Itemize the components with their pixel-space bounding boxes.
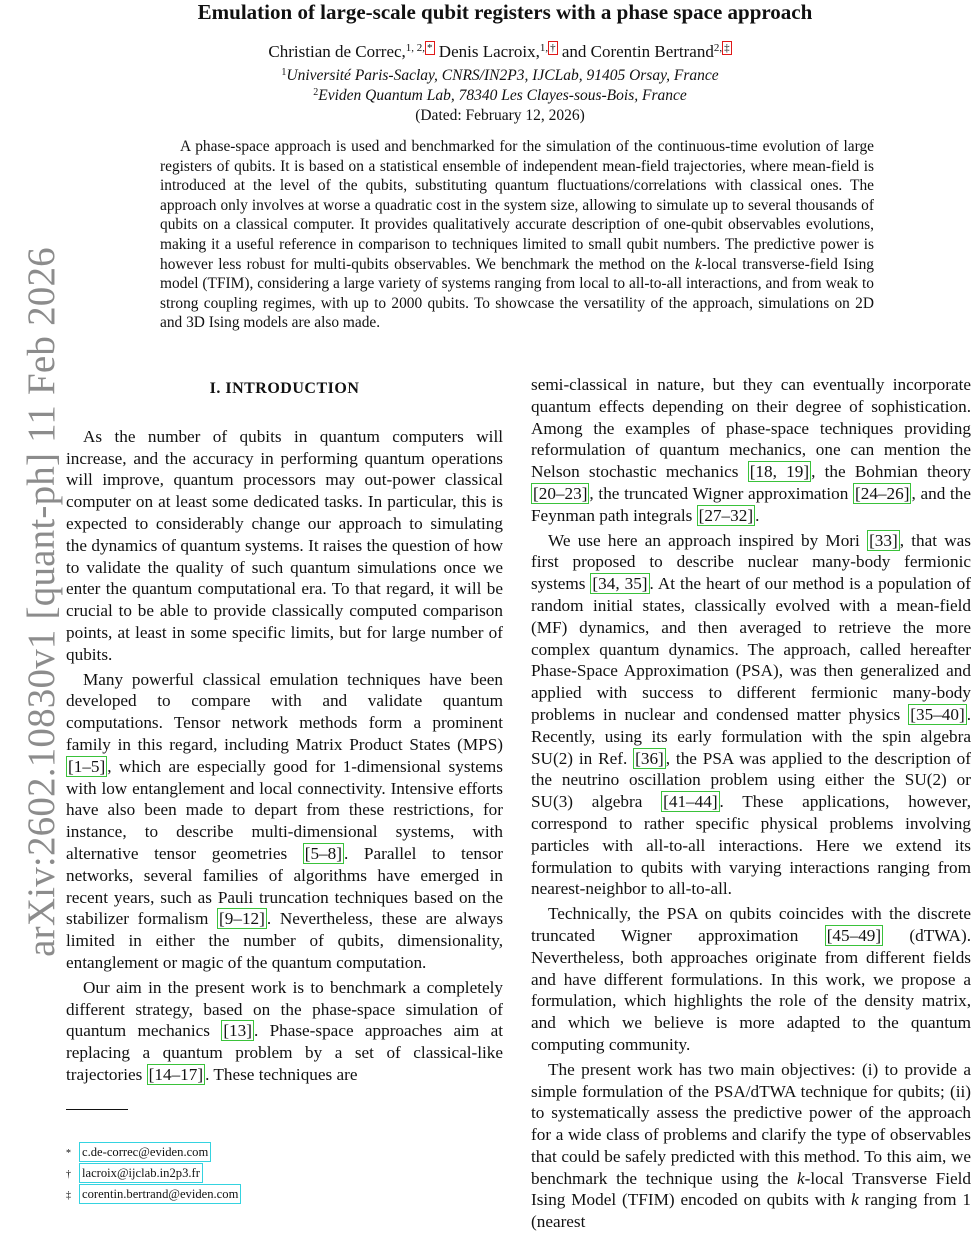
right-column	[531, 374, 971, 1236]
paragraph: semi-classical in nature, but they can eventually incorporate quantum effects depending on their degree of sophistication. Among the examples of phase-space techniques providing reformulation of quantum mechanics, one can mention the Nelson stochastic mechanics [18, 19] , the Bohmian theory [20–23] , the truncated Wigner approximation [24–26] , and the Feynman path integrals [27–32] .	[531, 375, 971, 525]
citation-link[interactable]: [33]	[869, 530, 898, 550]
author-footnote-link[interactable]: ‡	[724, 42, 730, 54]
left-column	[66, 372, 503, 1089]
citation-link[interactable]: [45–49]	[826, 925, 882, 945]
footnote-rule	[66, 1109, 128, 1110]
author-sup: 1, †	[539, 42, 556, 54]
paragraph: Technically, the PSA on qubits coincides with the discrete truncated Wigner approximation [45–49] (dTWA). Nevertheless, both approaches originate from different fields and have different formulations. In this work, we propose a formulation, which highlights the role of the density matrix, and which we believe is more adapted to the quantum computing community.	[531, 904, 971, 1054]
section-heading: I. INTRODUCTION	[209, 380, 360, 397]
footnote: † lacroix@ijclab.in2p3.fr	[66, 1163, 486, 1184]
citation-link[interactable]: [13]	[223, 1021, 252, 1041]
author-name: Denis Lacroix,	[438, 42, 540, 61]
paragraph: Many powerful classical emulation techniques have been developed to compare with and validate quantum computations. Tensor network methods form a prominent family in this regard, including Matrix Product States (MPS) [1–5] , which are especially good for 1-dimensional systems with low entanglement and local connectivity. Intensive efforts have also been made to depart from these restrictions, for instance, to describe multi-dimensional systems, with alternative tensor geometries [5–8] . Parallel to tensor networks, several families of algorithms have emerged in recent years, such as Pauli truncation techniques based on the stabilizer formalism [9–12] . Nevertheless, these are always limited in either the number of qubits, dimensionality, entanglement or magic of the quantum computation.	[66, 669, 504, 972]
citation-link[interactable]: [35–40]	[910, 704, 965, 724]
footnote: ‡ corentin.bertrand@eviden.com	[66, 1184, 486, 1205]
citation-link[interactable]: [18, 19]	[749, 462, 810, 482]
citation-link[interactable]: [41–44]	[663, 792, 718, 812]
paragraph: The present work has two main objectives: (i) to provide a simple formulation of the PSA/dTWA technique for qubits; (ii) to systematically assess the predictive power of the approach for a wide class of problems and clarify the type of observables that could be safely predicted with this method. To this aim, we benchmark the technique using the k-local Transverse Field Ising Model (TFIM) encoded on qubits with k ranging from 1 (nearest	[531, 1059, 971, 1232]
author-footnote-link[interactable]: *	[427, 42, 433, 54]
paragraph: As the number of qubits in quantum computers will increase, and the accuracy in performing quantum operations will improve, quantum processors may out-power classical computer on at least some dedicated tasks. In particular, this is expected to considerably change our approach to simulating the dynamics of quantum systems. It raises the question of how to validate the quality of such quantum simulations once we enter the quantum computational era. To that regard, it will be crucial to be able to provide classically computed comparison points, at least in some specific limits, but for large number of qubits.	[66, 426, 503, 664]
author-sup: 2, ‡	[713, 42, 730, 54]
author-name: Corentin Bertrand	[590, 42, 714, 61]
author-sup: 1, 2, *	[405, 42, 433, 54]
citation-link[interactable]: [14–17]	[148, 1064, 204, 1084]
email-link[interactable]: lacroix@ijclab.in2p3.fr	[79, 1163, 203, 1183]
citation-link[interactable]: [24–26]	[855, 483, 910, 503]
citation-link[interactable]: [1–5]	[68, 756, 106, 776]
affiliation: $^1$Université Paris-Saclay, CNRS/IN2P3, IJCLab, 91405 Orsay, France	[281, 67, 719, 84]
affiliation: $^2$Eviden Quantum Lab, 78340 Les Clayes-sous-Bois, France	[313, 87, 687, 104]
author-list: Christian de Correc,$^{1, 2, *}$ Denis Lacroix,$^{1, \dagger}$ and Corentin Bertrand$^{2, \ddagger}$	[268, 42, 730, 61]
paragraph: Our aim in the present work is to benchmark a completely different strategy, based on the phase-space simulation of quantum mechanics [13] . Phase-space approaches aim at replacing a quantum problem by a set of classical-like trajectories [14–17] . These techniques are	[66, 977, 503, 1084]
author-footnote-link[interactable]: †	[550, 42, 556, 54]
paper-title: Emulation of large-scale qubit registers with a phase space approach	[197, 0, 813, 24]
date-line: (Dated: February 12, 2026)	[415, 107, 585, 124]
abstract: A phase-space approach is used and benchmarked for the simulation of the continuous-time evolution of large registers of qubits. It is based on a statistical ensemble of independent mean-field trajectories, where mean-field is introduced at the level of the qubits, substituting quantum fluctuations/correlations with classical ones. The approach only involves at worse a quadratic cost in the system size, allowing to simulate up to several thousands of qubits on a classical computer. It provides qualitatively accurate description of one-qubit observables evolutions, making it a useful reference in comparison to techniques limited to small qubit numbers. The predictive power is however less robust for multi-qubits observables. We benchmark the method on the k-local transverse-field Ising model (TFIM), considering a large variety of systems ranging from local to all-to-all interactions, and from weak to strong coupling regimes, with up to 2000 qubits. To showcase the versatility of the approach, simulations on 2D and 3D Ising models are also made.	[160, 138, 874, 332]
citation-link[interactable]: [36]	[635, 748, 664, 768]
email-link[interactable]: c.de-correc@eviden.com	[79, 1142, 211, 1162]
citation-link[interactable]: [27–32]	[698, 505, 754, 525]
citation-link[interactable]: [9–12]	[219, 909, 265, 929]
author-name: Christian de Correc,	[268, 42, 406, 61]
citation-link[interactable]: [20–23]	[533, 483, 588, 503]
arxiv-identifier: arXiv:2602.10830v1 [quant-ph] 11 Feb 2026	[20, 247, 63, 957]
citation-link[interactable]: [5–8]	[304, 843, 342, 863]
paragraph: We use here an approach inspired by Mori [33] , that was first proposed to describe nuclear many-body fermionic systems [34, 35] . At the heart of our method is a population of random initial states, classically evolved with a mean-field (MF) dynamics, and then averaged to retrieve the more complex quantum dynamics. The approach, called hereafter Phase-Space Approximation (PSA), was then generalized and applied with success to different fermionic many-body problems in nuclear and condensed matter physics [35–40] . Recently, using its early formulation with the spin algebra SU(2) in Ref. [36] , the PSA was applied to the description of the neutrino oscillation problem using either the SU(2) or SU(3) algebra [41–44] . These applications, however, correspond to rather specific physical problems involving particles with all-to-all interactions. Here we extend its formulation to qubits with varying interactions ranging from nearest-neighbor to all-to-all.	[531, 530, 971, 899]
footnotes	[66, 1142, 486, 1205]
email-link[interactable]: corentin.bertrand@eviden.com	[79, 1184, 241, 1204]
citation-link[interactable]: [34, 35]	[592, 574, 648, 594]
footnote: * c.de-correc@eviden.com	[66, 1142, 486, 1163]
